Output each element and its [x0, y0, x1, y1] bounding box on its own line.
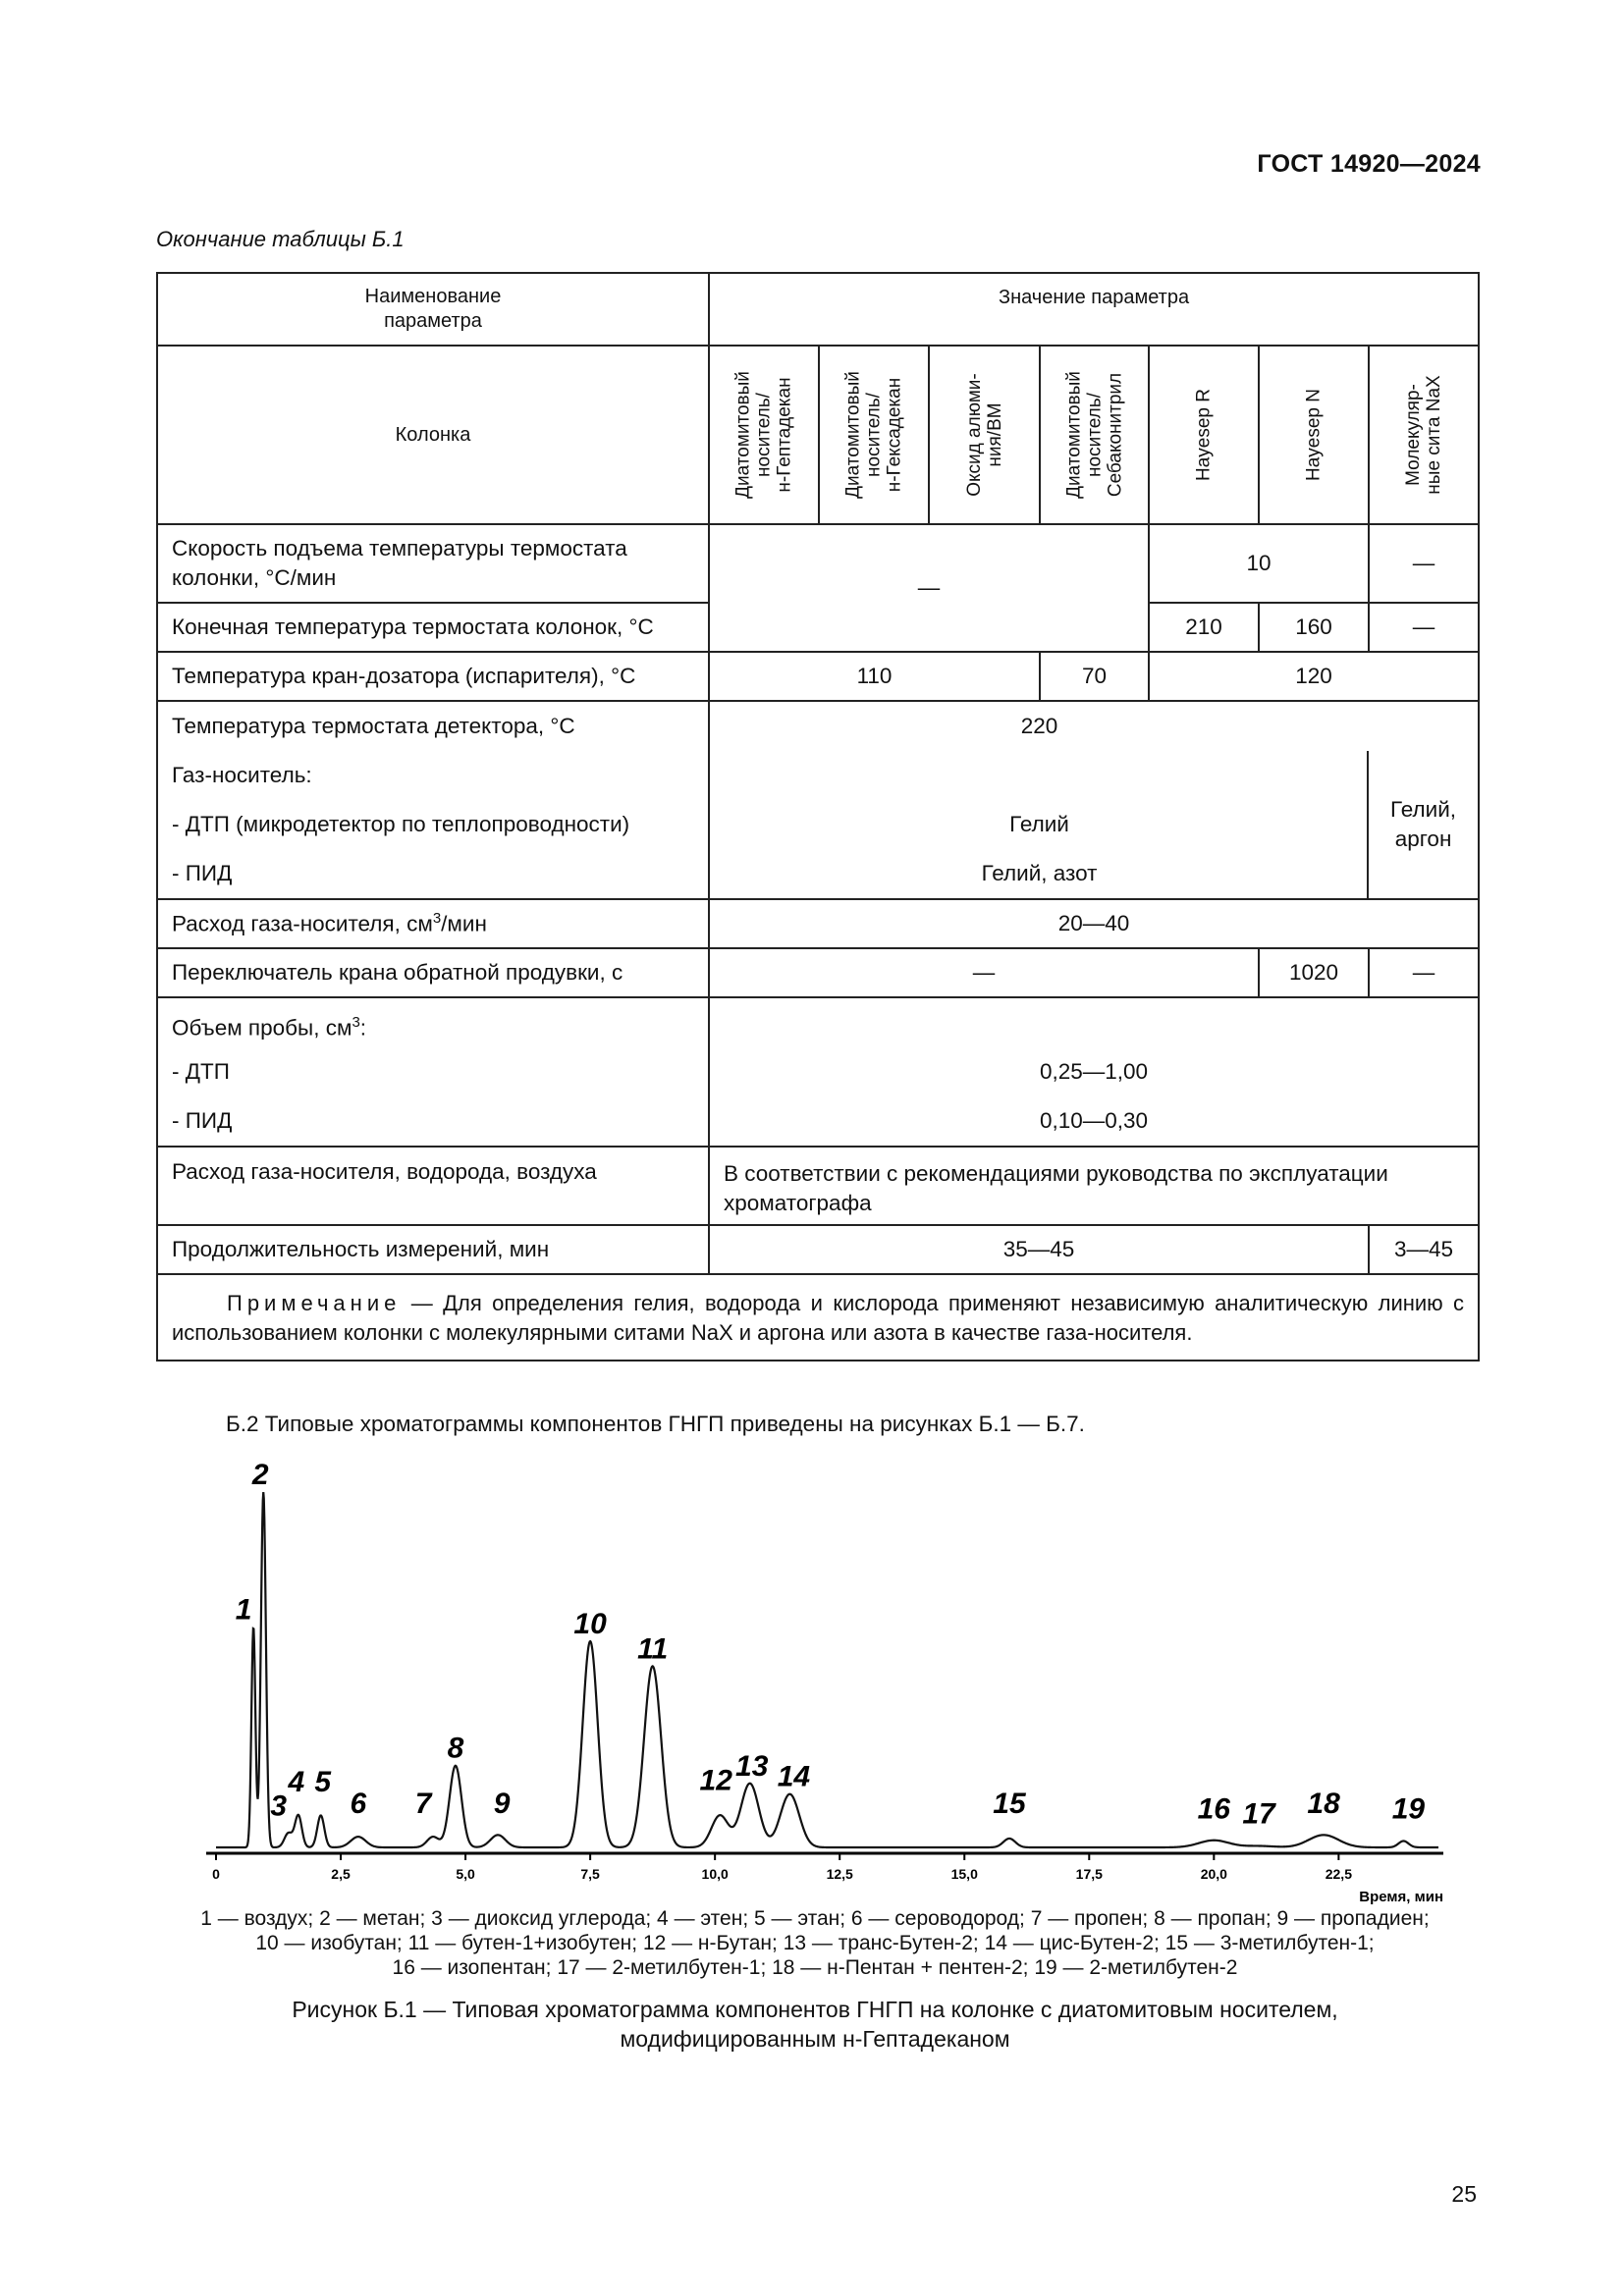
caption-line-2: модифицированным н-Гептадеканом	[620, 2026, 1010, 2052]
cell-duration-last: 3—45	[1369, 1225, 1479, 1274]
cell-sample-pid: 0,10—0,30	[1039, 1108, 1149, 1133]
peak-label-16: 16	[1197, 1792, 1231, 1826]
peak-label-8: 8	[447, 1732, 464, 1765]
row-label-detector-temp: Температура термостата детектора, °С	[172, 714, 575, 738]
x-tick-label: 15,0	[950, 1866, 978, 1882]
legend-line-3: 16 — изопентан; 17 — 2-метилбутен-1; 18 — н-Пентан + пентен-2; 19 — 2-метилбутен-2	[392, 1956, 1238, 1979]
row-label-sample-volume: Объем пробы, $см^3$:	[172, 1014, 367, 1041]
row-label-detector-group	[157, 701, 709, 899]
chromatogram-trace	[216, 1492, 1438, 1847]
cell-final-temp-last: —	[1369, 603, 1479, 652]
peak-label-6: 6	[350, 1787, 367, 1820]
header-column-label: Колонка	[157, 346, 709, 524]
header-param-name: Наименование параметра	[157, 273, 709, 346]
x-tick-label: 12,5	[826, 1866, 853, 1882]
column-header-6: Hayesep N	[1259, 346, 1369, 524]
cell-detector-temp: 220	[1020, 714, 1058, 738]
x-axis-label: Время, мин	[1359, 1889, 1443, 1904]
column-header-2: Диатомитовый носитель/ н-Гексадекан	[819, 346, 929, 524]
x-tick-label: 7,5	[580, 1866, 600, 1882]
peak-labels	[236, 1463, 1426, 1831]
cell-final-temp-n: 160	[1259, 603, 1369, 652]
row-label-gas-flows: Расход газа-носителя, водорода, воздуха	[157, 1147, 709, 1225]
cell-sample-dtp: 0,25—1,00	[1039, 1059, 1149, 1084]
row-label-sample-pid: - ПИД	[172, 1108, 233, 1133]
cell-injector-temp-2: 70	[1040, 652, 1149, 701]
document-id: ГОСТ 14920—2024	[1257, 150, 1481, 178]
cell-gas-flows: В соответствии с рекомендациями руководства по эксплуатации хроматографа	[709, 1147, 1479, 1225]
caption-line-1: Рисунок Б.1 — Типовая хроматограмма компонентов ГНГП на колонке с диатомитовым носителем,	[292, 1997, 1338, 2022]
column-header-1: Диатомитовый носитель/ н-Гептадекан	[709, 346, 819, 524]
row-label-duration: Продолжительность измерений, мин	[157, 1225, 709, 1274]
peak-label-12: 12	[699, 1764, 732, 1797]
cell-carrier-flow: 20—40	[709, 899, 1479, 948]
peak-label-5: 5	[314, 1766, 332, 1799]
column-header-5: Hayesep R	[1149, 346, 1259, 524]
cell-detector-values	[709, 701, 1369, 899]
peak-label-18: 18	[1307, 1787, 1340, 1820]
row-label-carrier-gas: Газ-носитель:	[172, 763, 312, 787]
figure-caption	[157, 1995, 1473, 2054]
peak-label-2: 2	[251, 1463, 269, 1491]
cell-injector-temp-3: 120	[1149, 652, 1479, 701]
x-tick-label: 2,5	[331, 1866, 351, 1882]
row-label-sample-dtp: - ДТП	[172, 1059, 230, 1084]
header-param-value: Значение параметра	[709, 273, 1479, 346]
column-header-4: Диатомитовый носитель/ Себаконитрил	[1040, 346, 1149, 524]
peak-label-17: 17	[1242, 1797, 1275, 1831]
row-label-pid: - ПИД	[172, 861, 233, 885]
cell-detector-last	[1369, 701, 1479, 899]
x-tick-label: 5,0	[456, 1866, 475, 1882]
cell-carrier-last: Гелий, аргон	[1390, 797, 1457, 851]
cell-heating-rate: 10	[1149, 524, 1369, 603]
x-tick-label: 22,5	[1325, 1866, 1352, 1882]
page-number: 25	[1451, 2181, 1477, 2207]
cell-dtp-gas: Гелий	[1009, 812, 1069, 836]
cell-duration: 35—45	[709, 1225, 1369, 1274]
peak-label-4: 4	[288, 1766, 305, 1799]
row-label-backflush: Переключатель крана обратной продувки, с	[157, 948, 709, 997]
column-header-7: Молекуляр- ные сита NaX	[1369, 346, 1479, 524]
column-header-3: Оксид алюми- ния/ВМ	[929, 346, 1040, 524]
chromatogram-chart	[187, 1463, 1463, 1904]
note-keyword: Примечание	[227, 1291, 402, 1315]
peak-label-7: 7	[414, 1787, 432, 1820]
figure-legend	[177, 1906, 1453, 1980]
table-note	[157, 1274, 1479, 1361]
peak-label-1: 1	[235, 1593, 252, 1627]
note-text: — Для определения гелия, водорода и кислорода применяют независимую аналитическую линию с использованием колонки с молекулярными ситами NaX и аргона или азота в качестве газа-носителя.	[172, 1291, 1465, 1345]
row-label-injector-temp: Температура кран-дозатора (испарителя), °С	[157, 652, 709, 701]
row-label-sample-group	[157, 997, 709, 1147]
table-continuation-label: Окончание таблицы Б.1	[156, 227, 405, 251]
cell-heating-last: —	[1369, 524, 1479, 603]
x-tick-label: 20,0	[1200, 1866, 1227, 1882]
legend-line-1: 1 — воздух; 2 — метан; 3 — диоксид углерода; 4 — этен; 5 — этан; 6 — сероводород; 7 — пропен; 8 — пропан; 9 — пропадиен;	[200, 1907, 1430, 1930]
parameters-table	[156, 272, 1480, 1362]
peak-label-10: 10	[573, 1608, 607, 1641]
legend-line-2: 10 — изобутан; 11 — бутен-1+изобутен; 12 — н-Бутан; 13 — транс-Бутен-2; 14 — цис-Бутен-2; 15 — 3-метилбутен-1;	[255, 1932, 1375, 1954]
peak-label-14: 14	[777, 1760, 811, 1793]
peak-label-19: 19	[1391, 1792, 1426, 1826]
peak-label-9: 9	[493, 1787, 511, 1820]
cell-backflush-dash: —	[709, 948, 1259, 997]
peak-label-13: 13	[735, 1749, 769, 1783]
peak-label-11: 11	[637, 1632, 669, 1666]
peak-label-3: 3	[270, 1789, 288, 1823]
cell-backflush-n: 1020	[1259, 948, 1369, 997]
x-tick-label: 0	[212, 1866, 220, 1882]
row-label-dtp: - ДТП (микродетектор по теплопроводности)	[172, 812, 630, 836]
x-tick-label: 17,5	[1075, 1866, 1103, 1882]
cell-final-temp-r: 210	[1149, 603, 1259, 652]
cell-pid-gas: Гелий, азот	[981, 861, 1098, 885]
row-label-heating-rate: Скорость подъема температуры термостата колонки, °С/мин	[157, 524, 709, 603]
cell-heating-dash: —	[709, 524, 1149, 652]
x-axis-ticks	[212, 1853, 1352, 1882]
figures-paragraph: Б.2 Типовые хроматограммы компонентов ГНГП приведены на рисунках Б.1 — Б.7.	[226, 1412, 1085, 1436]
cell-injector-temp-1: 110	[709, 652, 1040, 701]
cell-backflush-last: —	[1369, 948, 1479, 997]
chart-signal-group	[216, 1492, 1438, 1847]
cell-sample-values	[709, 997, 1479, 1147]
row-label-carrier-flow: Расход газа-носителя, $см^3$/мин	[157, 899, 709, 948]
peak-label-15: 15	[993, 1787, 1026, 1820]
row-label-final-temp: Конечная температура термостата колонок, °С	[157, 603, 709, 652]
x-tick-label: 10,0	[701, 1866, 729, 1882]
